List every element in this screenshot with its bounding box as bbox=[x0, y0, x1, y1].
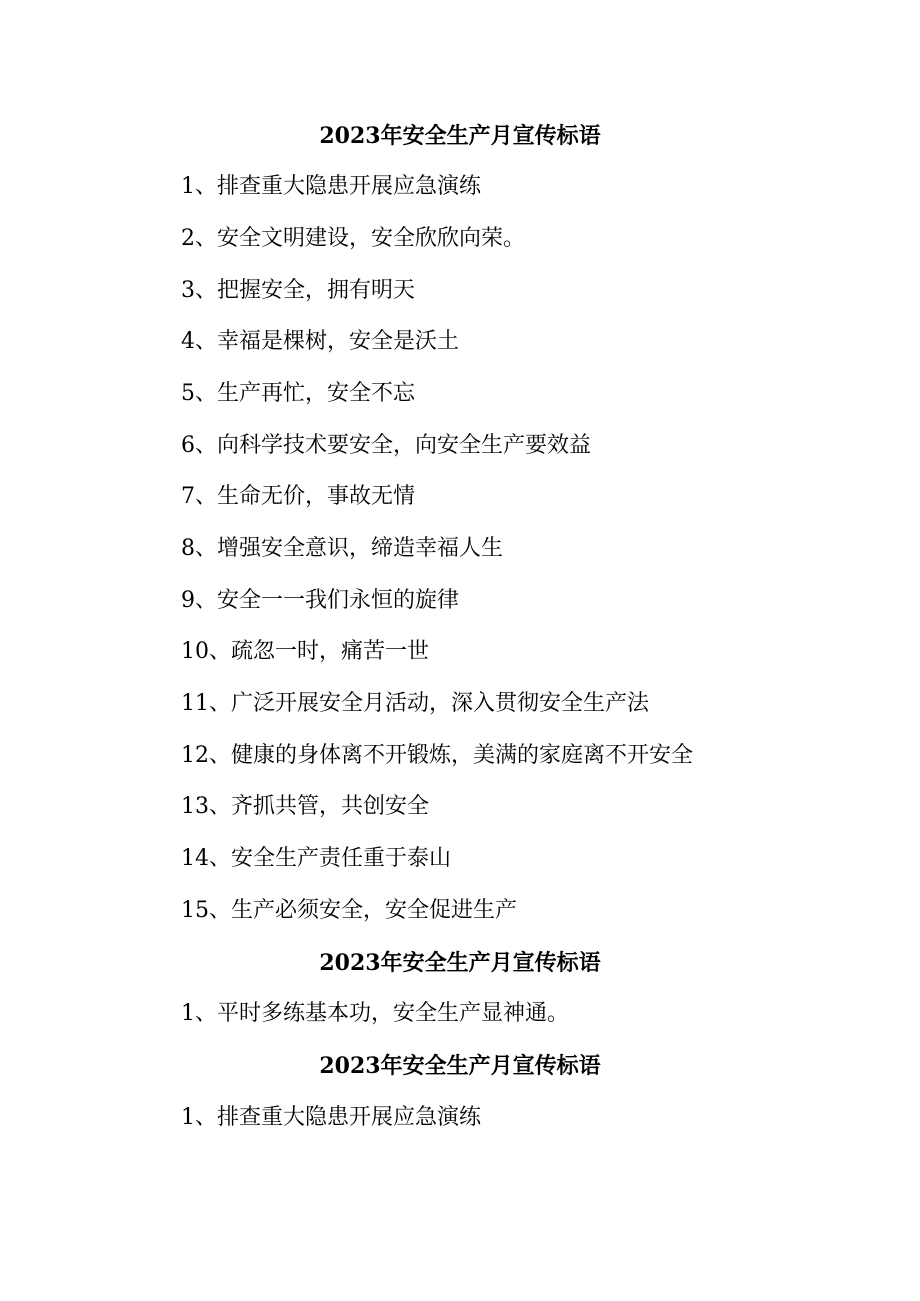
slogan-item: 1、排查重大隐患开展应急演练 bbox=[181, 174, 481, 199]
slogan-item: 6、向科学技术要安全，向安全生产要效益 bbox=[181, 433, 591, 458]
slogan-item: 14、安全生产责任重于泰山 bbox=[181, 846, 451, 871]
slogan-item: 12、健康的身体离不开锻炼，美满的家庭离不开安全 bbox=[181, 743, 693, 768]
slogan-item: 4、幸福是棵树，安全是沃土 bbox=[181, 329, 459, 354]
slogan-item: 9、安全一一我们永恒的旋律 bbox=[181, 588, 459, 613]
slogan-item: 5、生产再忙，安全不忘 bbox=[181, 381, 415, 406]
section-title: 2023年安全生产月宣传标语 bbox=[319, 950, 601, 976]
slogan-item: 2、安全文明建设，安全欣欣向荣。 bbox=[181, 226, 525, 251]
slogan-item: 10、疏忽一时，痛苦一世 bbox=[181, 639, 429, 664]
section-title: 2023年安全生产月宣传标语 bbox=[319, 123, 601, 149]
slogan-item: 11、广泛开展安全月活动，深入贯彻安全生产法 bbox=[181, 691, 649, 716]
section-title: 2023年安全生产月宣传标语 bbox=[319, 1053, 601, 1079]
slogan-item: 13、齐抓共管，共创安全 bbox=[181, 794, 429, 819]
slogan-item: 8、增强安全意识，缔造幸福人生 bbox=[181, 536, 503, 561]
slogan-item: 1、平时多练基本功，安全生产显神通。 bbox=[181, 1001, 569, 1026]
slogan-item: 3、把握安全，拥有明天 bbox=[181, 278, 415, 303]
slogan-item: 7、生命无价，事故无情 bbox=[181, 484, 415, 509]
slogan-item: 15、生产必须安全，安全促进生产 bbox=[181, 898, 517, 923]
slogan-item: 1、排查重大隐患开展应急演练 bbox=[181, 1105, 481, 1130]
